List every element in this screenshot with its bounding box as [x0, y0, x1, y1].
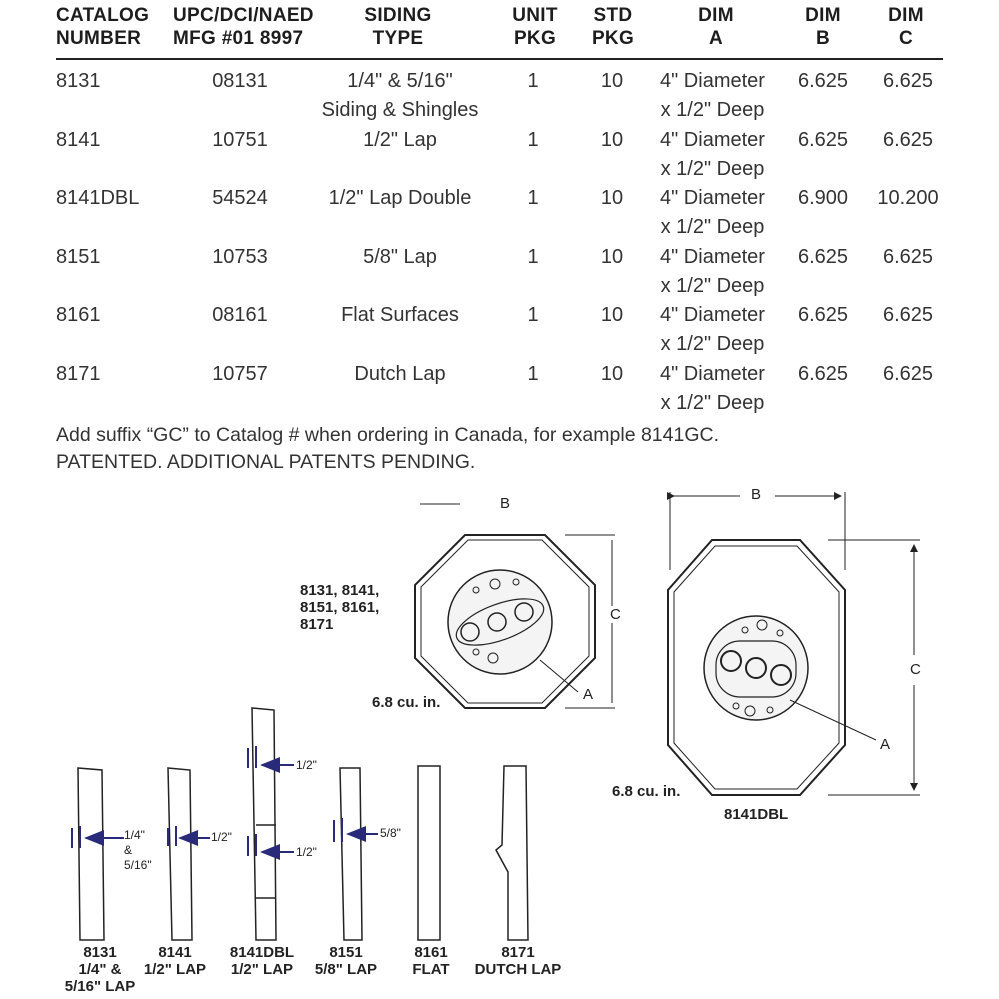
dim-a-leader: [540, 660, 578, 692]
small-block-volume: 6.8 cu. in.: [372, 694, 441, 711]
large-dim-a-label: A: [880, 736, 891, 753]
cell-line: 6.625: [797, 304, 849, 327]
small-block-models: [300, 582, 379, 633]
header-line: DIM: [698, 5, 734, 26]
cell-line: 1: [527, 245, 539, 268]
caption-line: 1/2" LAP: [143, 961, 207, 978]
cell-line: 10: [600, 304, 624, 327]
caption-line: FLAT: [412, 961, 450, 978]
callout-8141dbl-bottom: 1/2": [296, 845, 317, 859]
header-line: PKG: [513, 28, 557, 49]
cell-line: 6.625: [797, 245, 849, 268]
cell-line: 10.200: [877, 187, 939, 210]
cell-line: 5/8" Lap: [363, 245, 437, 268]
caption-line: 1/2" LAP: [230, 961, 294, 978]
cell-line: 6.625: [882, 245, 934, 268]
dim-a-leader: [790, 700, 876, 740]
caption-line: 8151: [329, 944, 363, 961]
callout-8141: 1/2": [211, 830, 232, 844]
cell-line: 1: [527, 187, 539, 210]
cell-line: 1/2" Lap: [363, 128, 437, 151]
cell-line: 10757: [212, 363, 268, 385]
cell-line: 08131: [212, 70, 268, 92]
siding-profiles: [72, 708, 528, 940]
cell-line: 10: [600, 245, 624, 268]
cell-line: 6.625: [797, 70, 849, 92]
callout-8141dbl-top: 1/2": [296, 758, 317, 772]
caption-line: 5/8" LAP: [314, 961, 378, 978]
large-dim-b-label: B: [751, 486, 762, 503]
callout-8131: [124, 828, 152, 873]
models-line: 8171: [300, 616, 334, 633]
callout-8151: 5/8": [380, 826, 401, 840]
profile-caption-8141dbl: [224, 944, 300, 978]
header-line: NUMBER: [56, 28, 142, 49]
cell-line: 08161: [212, 304, 268, 327]
header-line: UPC/DCI/NAED: [173, 5, 314, 26]
large-dim-c-label: C: [910, 661, 921, 678]
models-line: 8151, 8161,: [300, 599, 380, 616]
cell-line: 6.625: [882, 70, 934, 92]
cell-line: 8141DBL: [56, 187, 140, 210]
caption-line: 5/16" LAP: [64, 978, 136, 995]
cell-line: 54524: [212, 187, 268, 210]
cell-line: 6.625: [797, 363, 849, 385]
cell-line: 10753: [212, 245, 268, 268]
cell-line: 1/2" Lap Double: [328, 187, 472, 210]
cell-line: 10: [600, 187, 624, 210]
profile-caption-8141: [140, 944, 210, 978]
cell-line: 8141: [56, 128, 101, 151]
header-line: A: [708, 28, 724, 49]
cell-line: 8161: [56, 304, 101, 327]
large-block-volume: 6.8 cu. in.: [612, 783, 681, 800]
cell-line: 4" Diameter: [660, 304, 765, 327]
cell-line: 6.900: [797, 187, 849, 210]
cell-line: 6.625: [882, 128, 934, 151]
cell-line: x 1/2" Deep: [660, 274, 765, 297]
profile-caption-8131: [60, 944, 140, 995]
cell-line: 4" Diameter: [660, 363, 765, 385]
cell-line: 4" Diameter: [660, 70, 765, 92]
cell-line: 10: [600, 70, 624, 92]
header-line: DIM: [888, 5, 924, 26]
small-dim-b-label: B: [500, 495, 511, 512]
caption-line: 8131: [83, 944, 117, 961]
small-dim-a-label: A: [583, 686, 594, 703]
cell-line: 8171: [56, 363, 101, 385]
cell-line: 10: [600, 128, 624, 151]
cell-line: 6.625: [882, 304, 934, 327]
cell-line: 1/4" & 5/16": [347, 70, 453, 92]
cell-line: 10: [600, 363, 624, 385]
cell-line: x 1/2" Deep: [660, 157, 765, 180]
callout-line: 1/4": [124, 828, 145, 842]
header-line: MFG #01 8997: [173, 28, 304, 49]
header-line: TYPE: [372, 28, 424, 49]
small-mounting-block: [415, 504, 615, 708]
profile-caption-8171: [470, 944, 566, 978]
cell-line: 8151: [56, 245, 101, 268]
cell-line: 6.625: [797, 128, 849, 151]
cell-line: Flat Surfaces: [341, 304, 459, 327]
cell-line: 4" Diameter: [660, 187, 765, 210]
cell-line: Siding & Shingles: [321, 99, 479, 121]
header-line: DIM: [805, 5, 841, 26]
canada-suffix-note: Add suffix “GC” to Catalog # when ordering in Canada, for example 8141GC.: [56, 424, 719, 446]
cell-line: 1: [527, 128, 539, 151]
header-line: CATALOG: [56, 5, 150, 26]
caption-line: DUTCH LAP: [474, 961, 562, 978]
callout-line: 5/16": [124, 858, 152, 872]
cell-line: x 1/2" Deep: [660, 99, 765, 121]
header-line: STD: [593, 5, 633, 26]
profile-caption-8161: [398, 944, 464, 978]
caption-line: 8171: [501, 944, 535, 961]
patent-note: PATENTED. ADDITIONAL PATENTS PENDING.: [56, 451, 476, 473]
header-line: C: [898, 28, 914, 49]
cell-line: 4" Diameter: [660, 128, 765, 151]
cell-line: x 1/2" Deep: [660, 333, 765, 356]
header-line: B: [815, 28, 831, 49]
cell-line: 1: [527, 70, 539, 92]
caption-line: 8161: [414, 944, 448, 961]
cell-line: Dutch Lap: [354, 363, 446, 385]
cell-line: 4" Diameter: [660, 245, 765, 268]
cell-line: 1: [527, 363, 539, 385]
large-block-model: 8141DBL: [724, 806, 789, 823]
small-dim-c-label: C: [610, 606, 621, 623]
cell-line: 8131: [56, 70, 101, 92]
cell-line: x 1/2" Deep: [660, 216, 765, 239]
cell-line: x 1/2" Deep: [660, 392, 765, 414]
header-line: PKG: [591, 28, 635, 49]
models-line: 8131, 8141,: [300, 582, 380, 599]
caption-line: 8141: [158, 944, 192, 961]
cell-line: 6.625: [882, 363, 934, 385]
header-line: UNIT: [512, 5, 558, 26]
cell-line: 10751: [212, 128, 268, 151]
callout-line: &: [124, 843, 133, 857]
caption-line: 1/4" &: [78, 961, 122, 978]
header-line: SIDING: [364, 5, 432, 26]
cell-line: 1: [527, 304, 539, 327]
caption-line: 8141DBL: [229, 944, 295, 961]
profile-caption-8151: [308, 944, 384, 978]
